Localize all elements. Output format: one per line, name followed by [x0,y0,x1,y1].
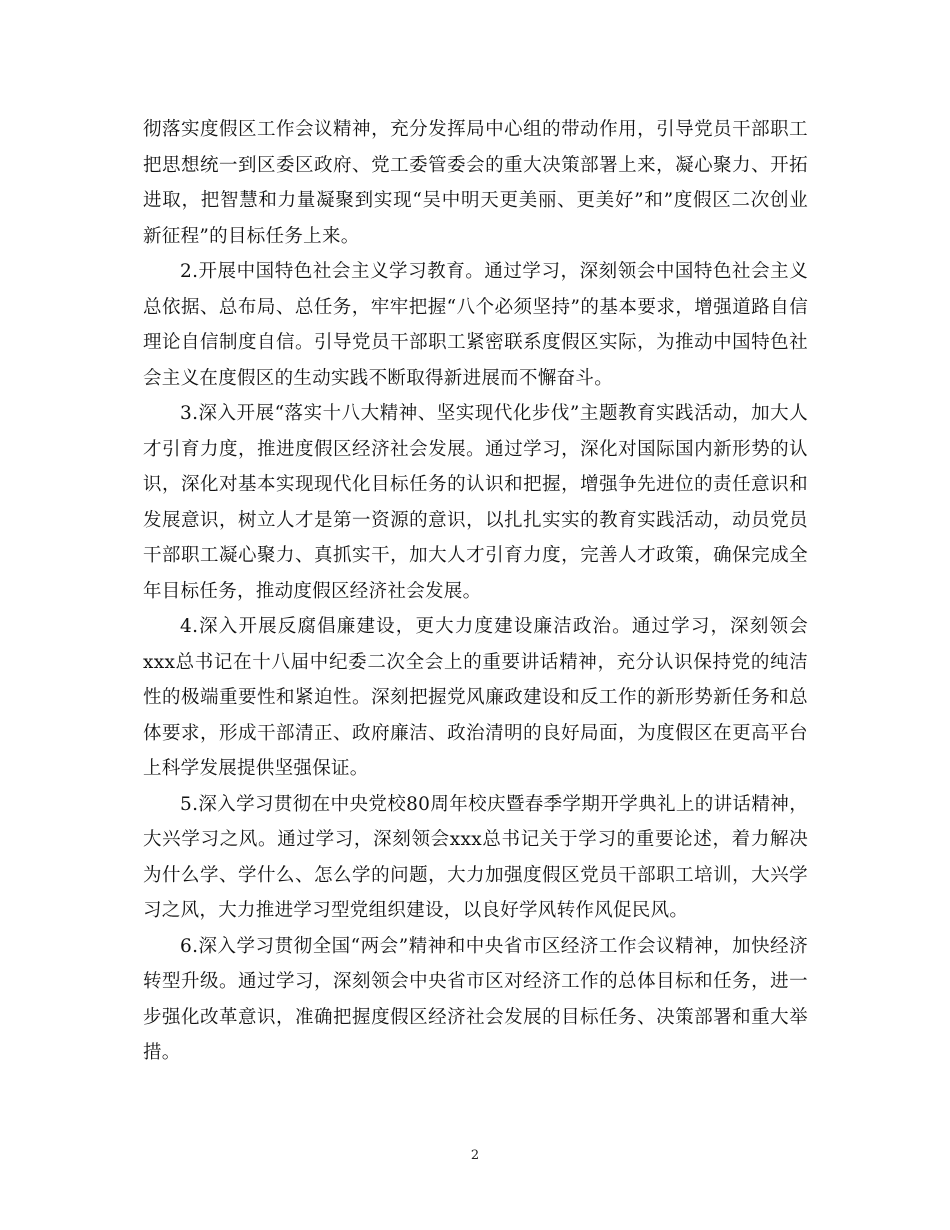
document-body [143,112,808,1071]
paragraph-5: 5.深入学习贯彻在中央党校80周年校庆暨春季学期开学典礼上的讲话精神，大兴学习之风。通过学习，深刻领会xxx总书记关于学习的重要论述，着力解决为什么学、学什么、怎么学的问题，大力加强度假区党员干部职工培训，大兴学习之风，大力推进学习型党组织建设，以良好学风转作风促民风。 [143,793,808,921]
paragraph-6: 6.深入学习贯彻全国“两会”精神和中央省市区经济工作会议精神，加快经济转型升级。通过学习，深刻领会中央省市区对经济工作的总体目标和任务，进一步强化改革意识，准确把握度假区经济社会发展的目标任务、决策部署和重大举措。 [143,935,808,1063]
page-number: 2 [470,1148,480,1163]
paragraph-3: 3.深入开展“落实十八大精神、坚实现代化步伐”主题教育实践活动，加大人才引育力度，推进度假区经济社会发展。通过学习，深化对国际国内新形势的认识，深化对基本实现现代化目标任务的认识和把握，增强争先进位的责任意识和发展意识，树立人才是第一资源的意识，以扎扎实实的教育实践活动，动员党员干部职工凝心聚力、真抓实干，加大人才引育力度，完善人才政策，确保完成全年目标任务，推动度假区经济社会发展。 [143,403,808,602]
paragraph-1: 彻落实度假区工作会议精神，充分发挥局中心组的带动作用，引导党员干部职工把思想统一到区委区政府、党工委管委会的重大决策部署上来，凝心聚力、开拓进取，把智慧和力量凝聚到实现“吴中明天更美丽、更美好”和”度假区二次创业新征程”的目标任务上来。 [143,119,808,247]
paragraph-2: 2.开展中国特色社会主义学习教育。通过学习，深刻领会中国特色社会主义总依据、总布局、总任务，牢牢把握“八个必须坚持”的基本要求，增强道路自信理论自信制度自信。引导党员干部职工紧密联系度假区实际，为推动中国特色社会主义在度假区的生动实践不断取得新进展而不懈奋斗。 [143,261,808,389]
paragraph-4: 4.深入开展反腐倡廉建设，更大力度建设廉洁政治。通过学习，深刻领会xxx总书记在十八届中纪委二次全会上的重要讲话精神，充分认识保持党的纯洁性的极端重要性和紧迫性。深刻把握党风廉政建设和反工作的新形势新任务和总体要求，形成干部清正、政府廉洁、政治清明的良好局面，为度假区在更高平台上科学发展提供坚强保证。 [143,616,808,779]
